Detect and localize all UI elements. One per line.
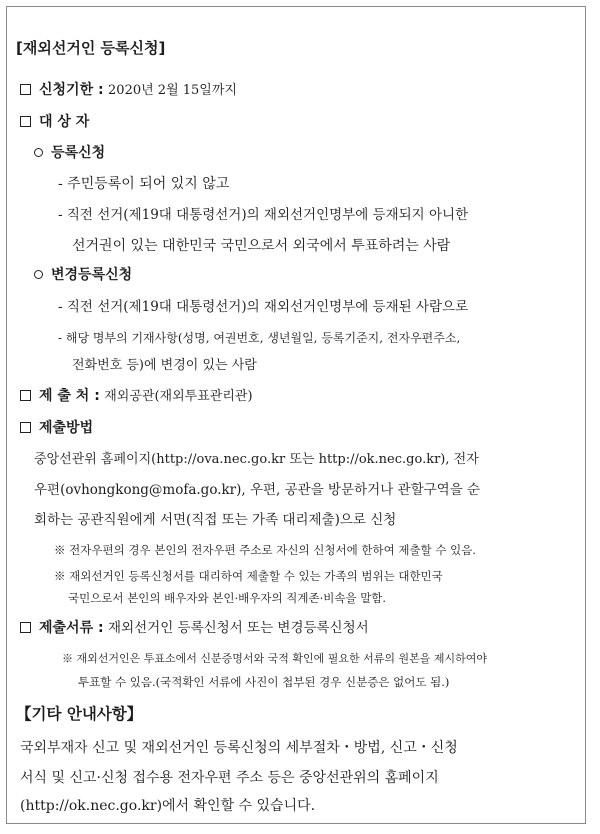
method-note-2-line-2: 국민으로서 본인의 배우자와 본인·배우자의 직계존·비속을 말함. xyxy=(68,591,387,605)
target-label: 대 상 자 xyxy=(39,114,90,130)
circle-bullet-icon xyxy=(34,270,43,279)
target-row xyxy=(20,112,89,132)
change-heading xyxy=(34,265,132,285)
checkbox-icon xyxy=(20,422,31,433)
documents-label: 제출서류 : xyxy=(39,620,104,636)
submit-to-label: 제 출 처 : xyxy=(39,388,100,404)
submit-to-row xyxy=(20,386,253,407)
documents-note-line-2: 투표할 수 있음.(국적확인 서류에 사진이 첩부된 경우 신분증은 없어도 됨.) xyxy=(78,675,450,689)
change-label: 변경등록신청 xyxy=(51,267,133,283)
other-info-title: 【기타 안내사항】 xyxy=(16,705,143,723)
document-frame xyxy=(6,6,586,824)
deadline-label: 신청기한 : xyxy=(39,82,104,98)
other-info-line-1: 국외부재자 신고 및 재외선거인 등록신청의 세부절차・방법, 신고・신청 xyxy=(20,740,458,756)
method-line-2: 우편(ovhongkong@mofa.go.kr), 우편, 공관을 방문하거나 관할구역을 순 xyxy=(34,482,481,498)
registration-heading xyxy=(34,143,105,163)
checkbox-icon xyxy=(20,116,31,127)
checkbox-icon xyxy=(20,390,31,401)
change-item-2-line-2: 전화번호 등)에 변경이 있는 사람 xyxy=(72,358,257,373)
checkbox-icon xyxy=(20,622,31,633)
registration-item-1: - 주민등록이 되어 있지 않고 xyxy=(58,176,230,192)
method-line-3: 회하는 공관직원에게 서면(직접 또는 가족 대리제출)으로 신청 xyxy=(34,512,397,528)
deadline-value: 2020년 2월 15일까지 xyxy=(108,83,237,98)
method-line-1: 중앙선관위 홈페이지(http://ova.nec.go.kr 또는 http://ok.nec.go.kr), 전자 xyxy=(34,452,479,467)
method-label: 제출방법 xyxy=(39,420,94,436)
other-info-line-3: (http://ok.nec.go.kr)에서 확인할 수 있습니다. xyxy=(20,798,316,814)
method-note-2-line-1: ※ 재외선거인 등록신청서를 대리하여 제출할 수 있는 가족의 범위는 대한민국 xyxy=(54,569,443,583)
method-row xyxy=(20,418,93,438)
checkbox-icon xyxy=(20,84,31,95)
circle-bullet-icon xyxy=(34,148,43,157)
change-item-2-line-1: - 해당 명부의 기재사항(성명, 여권번호, 생년월일, 등록기준지, 전자우편주소, xyxy=(58,331,461,345)
submit-to-value: 재외공관(재외투표관리관) xyxy=(104,389,253,404)
documents-note-line-1: ※ 재외선거인은 투표소에서 신분증명서와 국적 확인에 필요한 서류의 원본을 제시하여야 xyxy=(62,652,488,665)
registration-label: 등록신청 xyxy=(51,145,106,161)
documents-row xyxy=(20,618,369,638)
registration-item-2-line-1: - 직전 선거(제19대 대통령선거)의 재외선거인명부에 등재되지 아니한 xyxy=(58,207,469,223)
method-note-1: ※ 전자우편의 경우 본인의 전자우편 주소로 자신의 신청서에 한하여 제출할 수 있음. xyxy=(54,543,476,557)
document-title: [재외선거인 등록신청] xyxy=(16,39,166,57)
registration-item-2-line-2: 선거권이 있는 대한민국 국민으로서 외국에서 투표하려는 사람 xyxy=(72,238,451,254)
other-info-line-2: 서식 및 신고·신청 접수용 전자우편 주소 등은 중앙선관위의 홈페이지 xyxy=(20,770,439,786)
change-item-1: - 직전 선거(제19대 대통령선거)의 재외선거인명부에 등재된 사람으로 xyxy=(58,299,469,315)
documents-value: 재외선거인 등록신청서 또는 변경등록신청서 xyxy=(108,620,369,636)
deadline-row xyxy=(20,80,237,101)
